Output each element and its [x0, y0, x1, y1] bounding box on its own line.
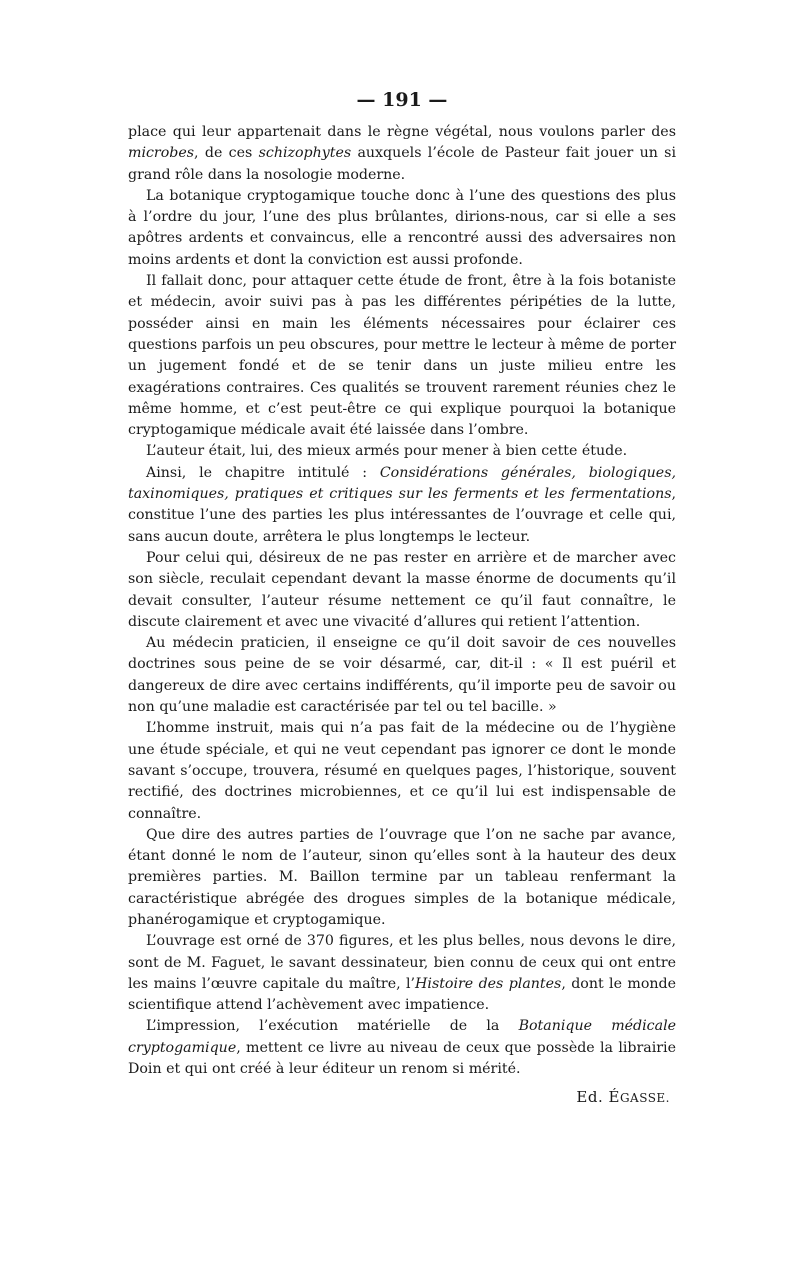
text-run: , dont le monde scientifique attend l’achèvement avec impatience. — [128, 975, 676, 1014]
text-run: L’ouvrage est orné de 370 figures, et les plus belles, nous devons le dire, sont de M. Faguet, le savant dessinateur, bien connu de ceux qui ont entre les mains l’œuvre capitale du maître, l’ — [128, 933, 676, 992]
text-run: L’auteur était, lui, des mieux armés pour mener à bien cette étude. — [146, 443, 628, 460]
paragraph — [128, 271, 676, 441]
text-run: L’impression, l’exécution matérielle de la — [146, 1018, 519, 1035]
signature-surname: GASSE. — [619, 1091, 670, 1106]
italic-text: Considérations générales, biologiques, taxinomiques, pratiques et critiques sur les ferments et les fermentations — [128, 464, 676, 503]
document-page — [128, 88, 676, 1106]
text-run: L’homme instruit, mais qui n’a pas fait de la médecine ou de l’hygiène une étude spéciale, et qui ne veut cependant pas ignorer ce dont le monde savant s’occupe, trouvera, résumé en quelques pages, l’historique, souvent rectifié, des doctrines microbiennes, et ce qu’il lui est indispensable de connaître. — [128, 720, 676, 822]
paragraph — [128, 186, 676, 271]
signature-initial: Ed. É — [576, 1088, 620, 1107]
text-run: La botanique cryptogamique touche donc à l’une des questions des plus à l’ordre du jour, l’une des plus brûlantes, dirions-nous, car si elle a ses apôtres ardents et convaincus, elle a rencontré aussi des adversaires non moins ardents et dont la conviction est aussi profonde. — [128, 187, 676, 268]
text-run: Il fallait donc, pour attaquer cette étude de front, être à la fois botaniste et médecin, avoir suivi pas à pas les différentes péripéties de la lutte, posséder ainsi en main les éléments nécessaires pour éclairer ces questions parfois un peu obscures, pour mettre le lecteur à même de porter un jugement fondé et de se tenir dans un juste milieu entre les exagérations contraires. Ces qualités se trouvent rarement réunies chez le même homme, et c’est peut-être ce qui explique pourquoi la botanique cryptogamique médicale avait été laissée dans l’ombre. — [128, 273, 676, 439]
text-run: Ainsi, le chapitre intitulé : — [146, 464, 380, 481]
italic-text: schizophytes — [258, 145, 352, 162]
paragraph — [128, 633, 676, 718]
italic-text: microbes — [128, 145, 195, 162]
paragraph — [128, 548, 676, 633]
paragraph — [128, 441, 676, 462]
paragraph — [128, 463, 676, 548]
page-number: — 191 — — [356, 89, 448, 111]
article-body — [128, 122, 676, 1080]
paragraph — [128, 825, 676, 931]
text-run: , mettent ce livre au niveau de ceux que possède la librairie Doin et qui ont créé à leur éditeur un renom si mérité. — [128, 1039, 676, 1078]
text-run: , constitue l’une des parties les plus intéressantes de l’ouvrage et celle qui, sans aucun doute, arrêtera le plus longtemps le lecteur. — [128, 486, 676, 545]
text-run: place qui leur appartenait dans le règne végétal, nous voulons parler des — [128, 124, 676, 140]
paragraph — [128, 1016, 676, 1080]
italic-text: Histoire des plantes — [415, 975, 562, 992]
text-run: auxquels l’école de Pasteur fait jouer un si grand rôle dans la nosologie moderne. — [128, 145, 676, 183]
text-run: Que dire des autres parties de l’ouvrage que l’on ne sache par avance, étant donné le nom de l’auteur, sinon qu’elles sont à la hauteur des deux premières parties. M. Baillon termine par un tableau renfermant la caractéristique abrégée des drogues simples de la botanique médicale, phanérogamique et cryptogamique. — [128, 826, 676, 928]
paragraph — [128, 931, 676, 1016]
author-signature — [128, 1088, 676, 1106]
paragraph — [128, 122, 676, 186]
paragraph — [128, 718, 676, 824]
text-run: Pour celui qui, désireux de ne pas rester en arrière et de marcher avec son siècle, reculait cependant devant la masse énorme de documents qu’il devait consulter, l’auteur résume nettement ce qu’il faut connaître, le discute clairement et avec une vivacité d’allures qui retient l’attention. — [128, 549, 676, 630]
text-run: Au médecin praticien, il enseigne ce qu’il doit savoir de ces nouvelles doctrines sous peine de se voir désarmé, car, dit-il : « Il est puéril et dangereux de dire avec certains indifférents, qu’il importe peu de savoir ou non qu’une maladie est caractérisée par tel ou tel bacille. » — [128, 635, 676, 716]
text-run: , de ces — [194, 145, 259, 162]
italic-text: Botanique médicale cryptogamique — [128, 1018, 676, 1056]
